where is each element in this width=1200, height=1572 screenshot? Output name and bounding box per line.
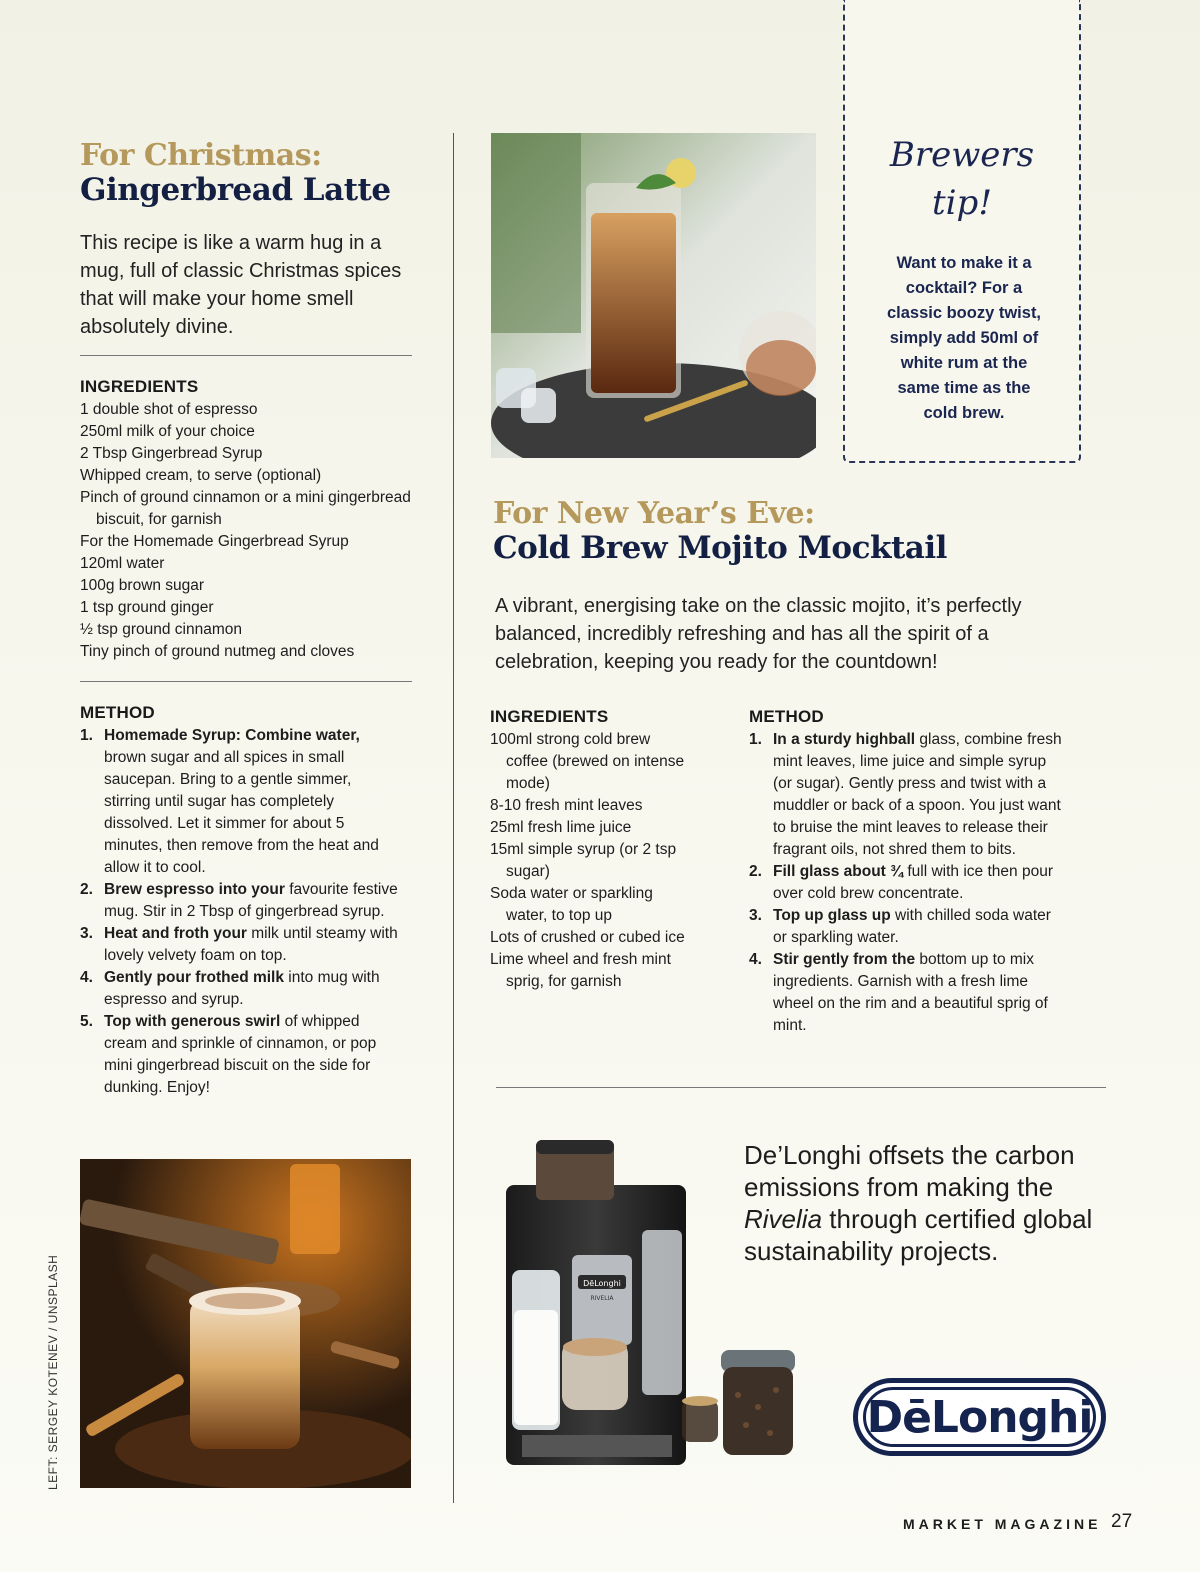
step-lead: Brew espresso into your — [104, 881, 285, 898]
list-item: 250ml milk of your choice — [80, 423, 255, 440]
step-lead: Gently pour frothed milk — [104, 969, 284, 986]
step-number: 2. — [749, 863, 762, 880]
coffee-machine-photo — [492, 1135, 732, 1480]
photo-credit: LEFT: SERGEY KOTENEV / UNSPLASH — [46, 1254, 60, 1490]
step-lead: Top with generous swirl — [104, 1013, 281, 1030]
method-step — [80, 1011, 400, 1099]
column-divider — [453, 133, 454, 1503]
ad-text-part: through certified global sustainability projects. — [744, 1204, 1093, 1266]
machine-badge: DēLonghi — [583, 1279, 621, 1288]
ad-model-name: Rivelia — [744, 1204, 823, 1234]
step-number: 5. — [80, 1013, 93, 1030]
christmas-title: Gingerbread Latte — [80, 172, 391, 208]
delonghi-logo — [853, 1378, 1106, 1456]
christmas-ingredients-list — [80, 399, 415, 663]
list-item: Lots of crushed or cubed ice — [490, 929, 685, 946]
coffee-bean-jar-photo — [718, 1345, 798, 1460]
divider — [80, 355, 412, 356]
step-number: 2. — [80, 881, 93, 898]
method-step — [80, 725, 400, 879]
method-step — [749, 861, 1069, 905]
newyear-method-list — [749, 729, 1069, 1037]
step-text: favourite festive mug. Stir in 2 Tbsp of gingerbread syrup. — [104, 881, 398, 920]
christmas-method-list — [80, 725, 400, 1099]
christmas-kicker: For Christmas: — [80, 138, 322, 173]
list-item: 100ml strong cold brew coffee (brewed on intense mode) — [490, 731, 685, 792]
list-item: 1 tsp ground ginger — [80, 599, 214, 616]
divider — [80, 681, 412, 682]
method-step — [80, 967, 400, 1011]
list-item: Tiny pinch of ground nutmeg and cloves — [80, 643, 355, 660]
list-item: 1 double shot of espresso — [80, 401, 258, 418]
step-number: 1. — [80, 727, 93, 744]
divider — [496, 1087, 1106, 1088]
list-item: 100g brown sugar — [80, 577, 205, 594]
list-item: Soda water or sparkling water, to top up — [490, 885, 653, 924]
christmas-method-heading: METHOD — [80, 703, 155, 722]
tip-title-line2: tip! — [932, 183, 992, 223]
mojito-photo — [491, 133, 816, 458]
newyear-ingredients-heading: INGREDIENTS — [490, 707, 609, 726]
step-text: with chilled soda water or sparkling water. — [773, 907, 1051, 946]
step-text: brown sugar and all spices in small saucepan. Bring to a gentle simmer, stirring until sugar has completely dissolved. Let it simmer for about 5 minutes, then remove from the heat and allow it to cool. — [104, 749, 379, 876]
tip-title-line1: Brewers — [889, 135, 1035, 175]
newyear-method-heading: METHOD — [749, 707, 824, 726]
step-text: full with ice then pour over cold brew concentrate. — [773, 863, 1053, 902]
method-step — [749, 905, 1069, 949]
step-lead: Top up glass up — [773, 907, 891, 924]
step-text: milk until steamy with lovely velvety foam on top. — [104, 925, 398, 964]
step-number: 3. — [749, 907, 762, 924]
step-lead: Heat and froth your — [104, 925, 247, 942]
machine-model: RIVELIA — [590, 1295, 614, 1302]
christmas-ingredients-heading: INGREDIENTS — [80, 377, 199, 396]
step-text: into mug with espresso and syrup. — [104, 969, 380, 1008]
ad-text-part: De’Longhi offsets the carbon emissions from making the — [744, 1140, 1075, 1202]
delonghi-logo-text: DēLonghi — [863, 1387, 1096, 1447]
step-number: 1. — [749, 731, 762, 748]
tip-text: Want to make it a cocktail? For a classic boozy twist, simply add 50ml of white rum at the same time as the cold brew. — [886, 254, 1042, 422]
list-item: 8-10 fresh mint leaves — [490, 797, 643, 814]
list-item: 120ml water — [80, 555, 165, 572]
method-step — [749, 729, 1069, 861]
newyear-intro: A vibrant, energising take on the classic mojito, it’s perfectly balanced, incredibly refreshing and has all the spirit of a celebration, keeping you ready for the countdown! — [495, 595, 1022, 673]
magazine-name: MARKET MAGAZINE — [903, 1516, 1102, 1532]
step-lead: Fill glass about ¾ — [773, 863, 904, 880]
step-text: bottom up to mix ingredients. Garnish with a fresh lime wheel on the rim and a beautiful sprig of mint. — [773, 951, 1048, 1034]
list-item: 25ml fresh lime juice — [490, 819, 632, 836]
list-item: 15ml simple syrup (or 2 tsp sugar) — [490, 841, 677, 880]
newyear-kicker: For New Year’s Eve: — [493, 496, 815, 531]
step-number: 3. — [80, 925, 93, 942]
list-item: Whipped cream, to serve (optional) — [80, 467, 322, 484]
delonghi-sustainability-text — [744, 1139, 1104, 1267]
step-number: 4. — [749, 951, 762, 968]
method-step — [80, 879, 400, 923]
step-number: 4. — [80, 969, 93, 986]
list-item: For the Homemade Gingerbread Syrup — [80, 533, 349, 550]
step-lead: Stir gently from the — [773, 951, 916, 968]
list-item: Pinch of ground cinnamon or a mini gingerbread biscuit, for garnish — [80, 489, 411, 528]
step-lead: In a sturdy highball — [773, 731, 916, 748]
step-lead: Homemade Syrup: Combine water, — [104, 727, 360, 744]
gingerbread-latte-photo — [80, 1159, 411, 1488]
method-step — [80, 923, 400, 967]
newyear-title: Cold Brew Mojito Mocktail — [493, 530, 947, 566]
step-text: of whipped cream and sprinkle of cinnamon, or pop mini gingerbread biscuit on the side for dunking. Enjoy! — [104, 1013, 377, 1096]
page-number: 27 — [1111, 1511, 1133, 1532]
method-step — [749, 949, 1069, 1037]
step-text: glass, combine fresh mint leaves, lime juice and simple syrup (or sugar). Gently press and twist with a muddler or back of a spoon. You just want to bruise the mint leaves to release their fragrant oils, not shred them to bits. — [773, 731, 1062, 858]
list-item: ½ tsp ground cinnamon — [80, 621, 242, 638]
list-item: Lime wheel and fresh mint sprig, for garnish — [490, 951, 671, 990]
newyear-ingredients-list — [490, 729, 695, 993]
list-item: 2 Tbsp Gingerbread Syrup — [80, 445, 263, 462]
christmas-intro: This recipe is like a warm hug in a mug, full of classic Christmas spices that will make your home smell absolutely divine. — [80, 232, 402, 338]
